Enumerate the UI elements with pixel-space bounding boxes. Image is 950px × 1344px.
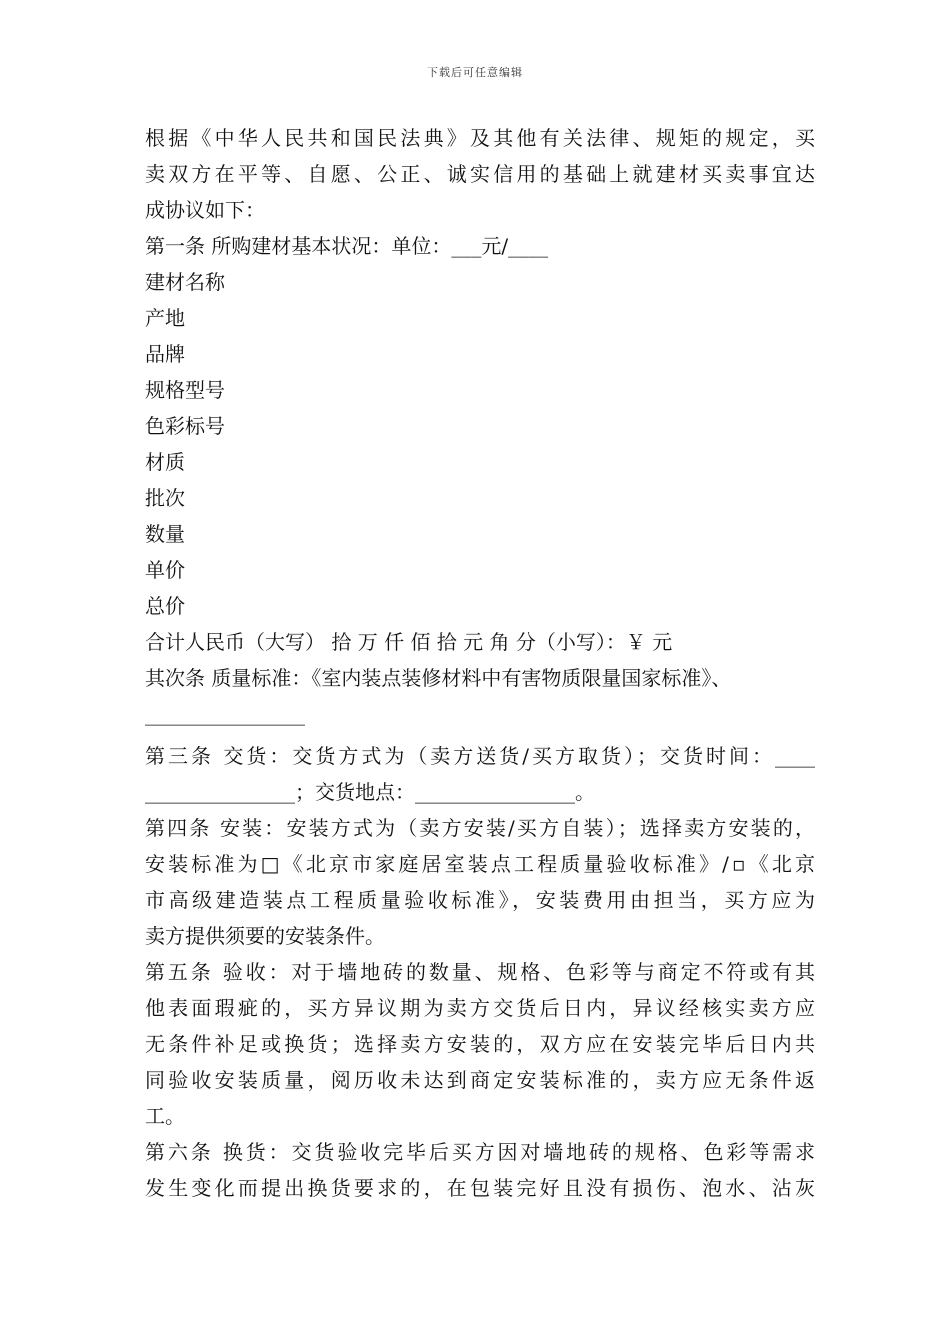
article-5-line: 无条件补足或换货；选择卖方安装的，双方应在安装完毕后日内共 bbox=[145, 1032, 815, 1056]
article-6-line: 发生变化而提出换货要求的，在包装完好且没有损伤、泡水、沾灰 bbox=[145, 1176, 815, 1200]
article-4-line: 第四条 安装：安装方式为（卖方安装/买方自装）；选择卖方安装的， bbox=[145, 816, 815, 840]
field-label: 总价 bbox=[145, 594, 185, 618]
intro-line: 卖双方在平等、自愿、公正、诚实信用的基础上就建材买卖事宜达 bbox=[145, 162, 815, 186]
field-label: 批次 bbox=[145, 486, 185, 510]
article-2-line: ________________ bbox=[145, 702, 305, 726]
article-4-line: 市高级建造装点工程质量验收标准》，安装费用由担当，买方应为 bbox=[145, 888, 815, 912]
intro-line: 成协议如下： bbox=[145, 198, 265, 222]
article-5-line: 他表面瑕疵的，买方异议期为卖方交货后日内，异议经核实卖方应 bbox=[145, 996, 815, 1020]
field-label: 数量 bbox=[145, 522, 185, 546]
field-label: 单价 bbox=[145, 558, 185, 582]
field-label: 产地 bbox=[145, 306, 185, 330]
field-label: 色彩标号 bbox=[145, 414, 225, 438]
article-5-line: 第五条 验收：对于墙地砖的数量、规格、色彩等与商定不符或有其 bbox=[145, 960, 815, 984]
field-label: 品牌 bbox=[145, 342, 185, 366]
field-label: 规格型号 bbox=[145, 378, 225, 402]
intro-line: 根据《中华人民共和国民法典》及其他有关法律、规矩的规定，买 bbox=[145, 126, 815, 150]
article-2-line: 其次条 质量标准：《室内装点装修材料中有害物质限量国家标准》、 bbox=[145, 666, 732, 690]
article-5-line: 同验收安装质量，阅历收未达到商定安装标准的，卖方应无条件返 bbox=[145, 1068, 815, 1092]
field-label: 建材名称 bbox=[145, 270, 225, 294]
total-amount-line: 合计人民币（大写） 拾 万 仟 佰 拾 元 角 分（小写）：￥ 元 bbox=[145, 630, 673, 654]
article-6-line: 第六条 换货：交货验收完毕后买方因对墙地砖的规格、色彩等需求 bbox=[145, 1140, 815, 1164]
article-5-line: 工。 bbox=[145, 1104, 185, 1128]
article-3-line: _______________；交货地点：________________。 bbox=[145, 780, 595, 804]
article-1-heading: 第一条 所购建材基本状况：单位：___元/____ bbox=[145, 234, 549, 258]
article-3-line: 第三条 交货：交货方式为（卖方送货/买方取货）；交货时间：____ bbox=[145, 744, 815, 768]
article-4-line: 安装标准为□《北京市家庭居室装点工程质量验收标准》/▫《北京 bbox=[145, 852, 815, 876]
field-label: 材质 bbox=[145, 450, 185, 474]
document-body bbox=[145, 120, 815, 1206]
article-4-line: 卖方提供须要的安装条件。 bbox=[145, 924, 385, 948]
page-header-caption: 下载后可任意编辑 bbox=[427, 66, 523, 79]
